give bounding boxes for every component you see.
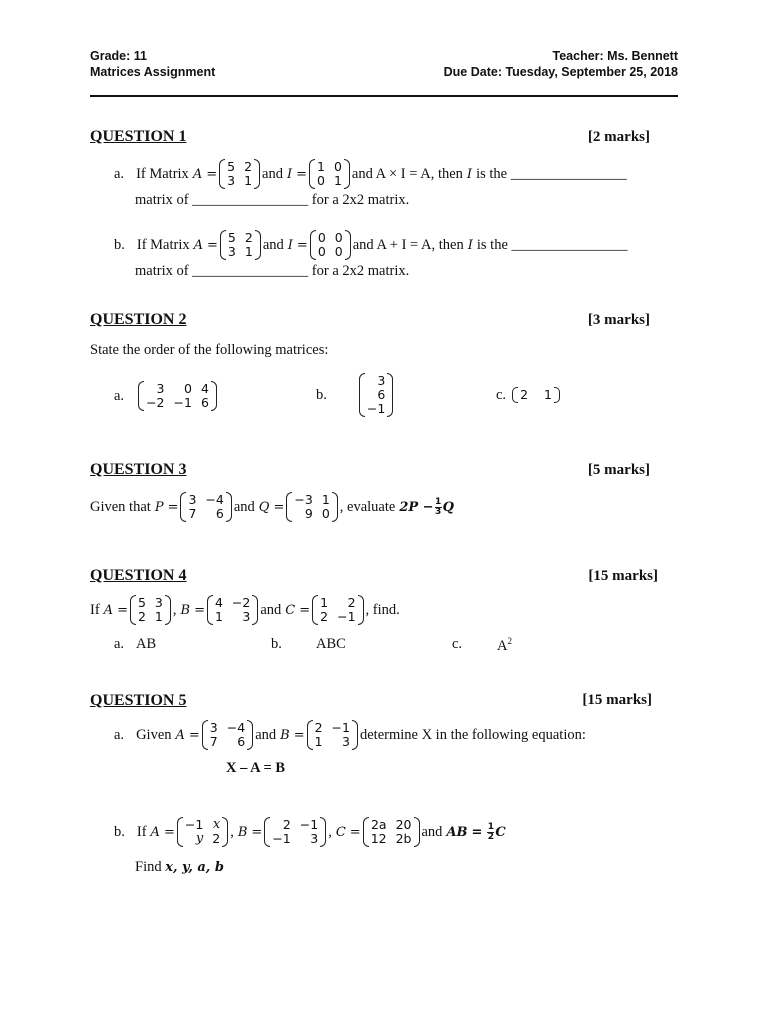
- matrix-entry: 1: [321, 492, 330, 507]
- matrix-entry: −1: [173, 395, 192, 410]
- and-text: and: [262, 236, 284, 253]
- matrix-entry: 1: [317, 159, 325, 174]
- equals-sign: =: [188, 727, 200, 743]
- equals-sign: =: [296, 166, 307, 182]
- matrix-entry: −1: [337, 609, 356, 624]
- grade-label: Grade: 11: [90, 49, 147, 63]
- matrix-entry: y: [195, 831, 204, 846]
- matrix-entry: −1: [184, 817, 204, 832]
- matrix-entry: 7: [188, 506, 197, 521]
- q5a-A-symbol: A: [175, 727, 185, 743]
- q2a-matrix: [138, 381, 217, 411]
- equals-sign: =: [293, 727, 305, 743]
- q1b-A-symbol: A: [193, 237, 204, 253]
- equals-sign: =: [299, 602, 311, 618]
- q4a-label: a.: [114, 636, 125, 652]
- matrix-entry: 3: [209, 720, 218, 735]
- q3-matrix-P: [180, 492, 231, 522]
- q2b-label: b.: [316, 386, 327, 403]
- q3-matrix-Q: [286, 492, 337, 522]
- matrix-entry: 2: [347, 595, 356, 610]
- matrix-entry: 2: [137, 609, 146, 624]
- q5b-variables: x, y, a, b: [165, 860, 224, 875]
- matrix-entry: −4: [226, 720, 246, 735]
- equals-sign: =: [194, 602, 205, 618]
- q2a-label: a.: [114, 387, 125, 404]
- and-text: and: [262, 165, 283, 182]
- matrix-entry: 3: [227, 244, 236, 259]
- question-5-marks: [15 marks]: [582, 692, 652, 708]
- comma: ,: [328, 823, 332, 840]
- q1b-if-matrix: If Matrix: [136, 236, 190, 253]
- matrix-entry: 0: [334, 244, 343, 259]
- equals-sign: =: [117, 602, 128, 618]
- question-4-marks: [15 marks]: [588, 568, 658, 584]
- q4b-label: b.: [271, 636, 282, 652]
- equals-sign: =: [207, 237, 218, 253]
- q4c-base: A: [497, 637, 508, 654]
- q5b-B-symbol: B: [237, 824, 248, 840]
- q2-instruction: State the order of the following matrices:: [90, 342, 329, 358]
- matrix-entry: 1: [320, 595, 329, 610]
- q4-line: [90, 594, 400, 626]
- matrix-entry: 5: [227, 159, 236, 174]
- matrix-entry: −1: [366, 401, 386, 416]
- q1a-condition: and A × I = A: [351, 165, 431, 182]
- q2a-item: [114, 379, 219, 413]
- teacher-label: Teacher: Ms. Bennett: [552, 49, 678, 63]
- q1b-I-symbol: I: [467, 237, 473, 253]
- q5b-matrix-B: [264, 817, 326, 847]
- question-3-marks: [5 marks]: [587, 462, 650, 478]
- q1b-line: [114, 230, 628, 260]
- matrix-entry: −4: [205, 492, 224, 507]
- matrix-entry: 2: [320, 609, 329, 624]
- matrix-entry: 2: [314, 720, 323, 735]
- q5a-given-text: Given: [136, 726, 172, 743]
- question-5-title: QUESTION 5: [90, 692, 187, 709]
- q1b-matrix-I: [310, 230, 351, 260]
- q4-B-symbol: B: [180, 602, 191, 618]
- q5a-label: a.: [114, 726, 125, 743]
- q5b-line: [114, 816, 506, 848]
- question-1-title: QUESTION 1: [90, 128, 187, 145]
- matrix-entry: 3: [227, 173, 236, 188]
- q5a-equation: X – A = B: [226, 760, 286, 776]
- q4-matrix-A: [130, 595, 171, 625]
- matrix-entry: 5: [137, 595, 146, 610]
- matrix-entry: 3: [154, 595, 163, 610]
- q5b-C-symbol: C: [335, 824, 346, 840]
- q1a-A-symbol: A: [192, 166, 203, 182]
- q3-expression-Q: Q: [442, 499, 454, 515]
- matrix-entry: 2: [520, 387, 529, 402]
- matrix-entry: 4: [200, 381, 209, 396]
- q5b-label: b.: [114, 823, 125, 840]
- equals-sign: =: [296, 237, 308, 253]
- q1a-if-matrix: If Matrix: [136, 165, 189, 182]
- then-text: , then: [431, 236, 464, 253]
- q2b-item: [316, 370, 395, 420]
- then-text: , then: [430, 165, 463, 182]
- q5a-matrix-A: [202, 720, 253, 750]
- fraction-numerator: 1: [434, 496, 442, 507]
- q2c-matrix: [512, 387, 560, 403]
- q1a-matrix-A: [219, 159, 260, 189]
- matrix-entry: 0: [317, 230, 326, 245]
- q4-matrix-B: [207, 595, 258, 625]
- q5b-matrix-C: [363, 817, 420, 847]
- matrix-entry: −1: [331, 720, 350, 735]
- q5a-B-symbol: B: [280, 727, 290, 743]
- question-3-title: QUESTION 3: [90, 461, 187, 478]
- question-2-marks: [3 marks]: [587, 312, 650, 328]
- q4-A-symbol: A: [103, 602, 114, 618]
- matrix-entry: 12: [370, 831, 387, 846]
- matrix-entry: 6: [237, 734, 246, 749]
- q4-find-text: , find.: [365, 601, 400, 618]
- matrix-entry: 9: [304, 506, 313, 521]
- matrix-entry: 2a: [370, 817, 387, 832]
- q1a-blank-1: is the ________________: [476, 165, 627, 182]
- q5b-AB-symbol: AB: [446, 824, 468, 840]
- q2c-label: c.: [496, 386, 507, 403]
- matrix-entry: 2: [212, 831, 221, 846]
- q5b-find-text: Find: [135, 859, 162, 875]
- matrix-entry: 3: [310, 831, 319, 846]
- matrix-entry: 6: [377, 387, 386, 402]
- matrix-entry: 1: [214, 609, 223, 624]
- equals-sign: =: [251, 824, 263, 840]
- q5b-fraction: [487, 823, 494, 842]
- q3-P-symbol: P: [154, 499, 164, 515]
- q4b-text: ABC: [316, 636, 346, 652]
- and-text: and: [421, 823, 443, 840]
- q3-given-text: Given that: [90, 498, 151, 515]
- matrix-entry: −2: [231, 595, 251, 610]
- equals-sign: =: [167, 499, 179, 515]
- q1b-condition: and A + I = A: [352, 236, 432, 253]
- equals-sign: =: [206, 166, 218, 182]
- matrix-entry: 0: [317, 244, 326, 259]
- matrix-entry: 2: [244, 230, 253, 245]
- matrix-entry: 3: [342, 734, 350, 749]
- q5a-instruction: determine X in the following equation:: [359, 726, 586, 743]
- matrix-entry: 3: [156, 381, 165, 396]
- question-4-title: QUESTION 4: [90, 567, 187, 584]
- matrix-entry: 0: [333, 159, 342, 174]
- matrix-entry: 7: [209, 734, 218, 749]
- matrix-entry: 2b: [395, 831, 412, 846]
- q3-Q-symbol: Q: [258, 499, 270, 515]
- fraction-numerator: 1: [487, 821, 495, 832]
- q3-expression: 2P −: [399, 499, 434, 515]
- matrix-entry: 0: [334, 230, 343, 245]
- matrix-entry: 6: [215, 506, 224, 521]
- and-text: and: [233, 498, 255, 515]
- header-divider: [90, 95, 678, 97]
- matrix-entry: −2: [146, 395, 165, 410]
- assignment-title: Matrices Assignment: [90, 65, 216, 79]
- matrix-entry: 4: [214, 595, 223, 610]
- and-text: and: [255, 726, 277, 743]
- q2c-item: [496, 385, 562, 405]
- and-text: and: [260, 601, 282, 618]
- matrix-entry: 2: [282, 817, 291, 832]
- fraction-denominator: 3: [434, 506, 442, 517]
- matrix-entry: 0: [183, 381, 192, 396]
- q4c-text: [497, 636, 512, 655]
- equals-sign: =: [471, 824, 483, 840]
- matrix-entry: 20: [395, 817, 412, 832]
- q4-C-symbol: C: [285, 602, 296, 618]
- matrix-entry: 0: [321, 506, 330, 521]
- equals-sign: =: [163, 824, 175, 840]
- q1a-line: [114, 159, 627, 189]
- q1a-I-symbol: I: [466, 166, 473, 182]
- q4a-text: AB: [136, 636, 157, 652]
- comma: ,: [172, 601, 177, 618]
- fraction-denominator: 2: [487, 831, 495, 842]
- q4c-exponent: 2: [507, 636, 512, 646]
- q1b-matrix-A: [220, 230, 261, 260]
- matrix-entry: 1: [314, 734, 323, 749]
- question-2-title: QUESTION 2: [90, 311, 187, 328]
- q5a-line: [114, 719, 586, 751]
- if-text: If: [90, 601, 100, 618]
- comma: ,: [230, 823, 234, 840]
- matrix-entry: 1: [544, 387, 552, 402]
- matrix-entry: −1: [272, 831, 291, 846]
- q4-matrix-C: [312, 595, 363, 625]
- matrix-entry: 3: [188, 492, 197, 507]
- matrix-entry: 5: [227, 230, 236, 245]
- matrix-entry: −3: [294, 492, 313, 507]
- q1b-line-2: matrix of ________________ for a 2x2 matrix.: [135, 263, 410, 279]
- matrix-entry: 6: [200, 395, 209, 410]
- q1a-label: a.: [114, 165, 125, 182]
- q1a-line-2: matrix of ________________ for a 2x2 matrix.: [135, 192, 410, 208]
- equals-sign: =: [273, 499, 285, 515]
- equals-sign: =: [349, 824, 361, 840]
- matrix-entry: 1: [333, 173, 342, 188]
- q5b-A-symbol: A: [150, 824, 160, 840]
- q5a-matrix-B: [307, 720, 358, 750]
- q1a-I-symbol: I: [286, 166, 293, 182]
- q3-line: [90, 491, 454, 523]
- q1b-I-symbol: I: [287, 237, 293, 253]
- question-1-marks: [2 marks]: [587, 129, 650, 145]
- matrix-entry: x: [212, 817, 221, 832]
- matrix-entry: 3: [377, 373, 386, 388]
- if-text: If: [136, 823, 147, 840]
- q5b-matrix-A: [177, 817, 228, 847]
- due-date-label: Due Date: Tuesday, September 25, 2018: [443, 65, 678, 79]
- q4c-label: c.: [452, 636, 463, 652]
- matrix-entry: −1: [299, 817, 319, 832]
- q3-evaluate-text: , evaluate: [339, 498, 396, 515]
- q3-fraction: [435, 498, 442, 517]
- matrix-entry: 0: [317, 173, 325, 188]
- q5b-C-bold: C: [495, 824, 506, 840]
- matrix-entry: 1: [154, 609, 163, 624]
- matrix-entry: 1: [244, 173, 253, 188]
- q5b-find-line: [135, 859, 224, 876]
- q1b-label: b.: [114, 236, 125, 253]
- matrix-entry: 2: [244, 159, 253, 174]
- q2b-matrix: [359, 373, 393, 417]
- q1b-blank-1: is the ________________: [476, 236, 628, 253]
- matrix-entry: 1: [244, 244, 253, 259]
- q1a-matrix-I: [309, 159, 350, 189]
- matrix-entry: 3: [242, 609, 251, 624]
